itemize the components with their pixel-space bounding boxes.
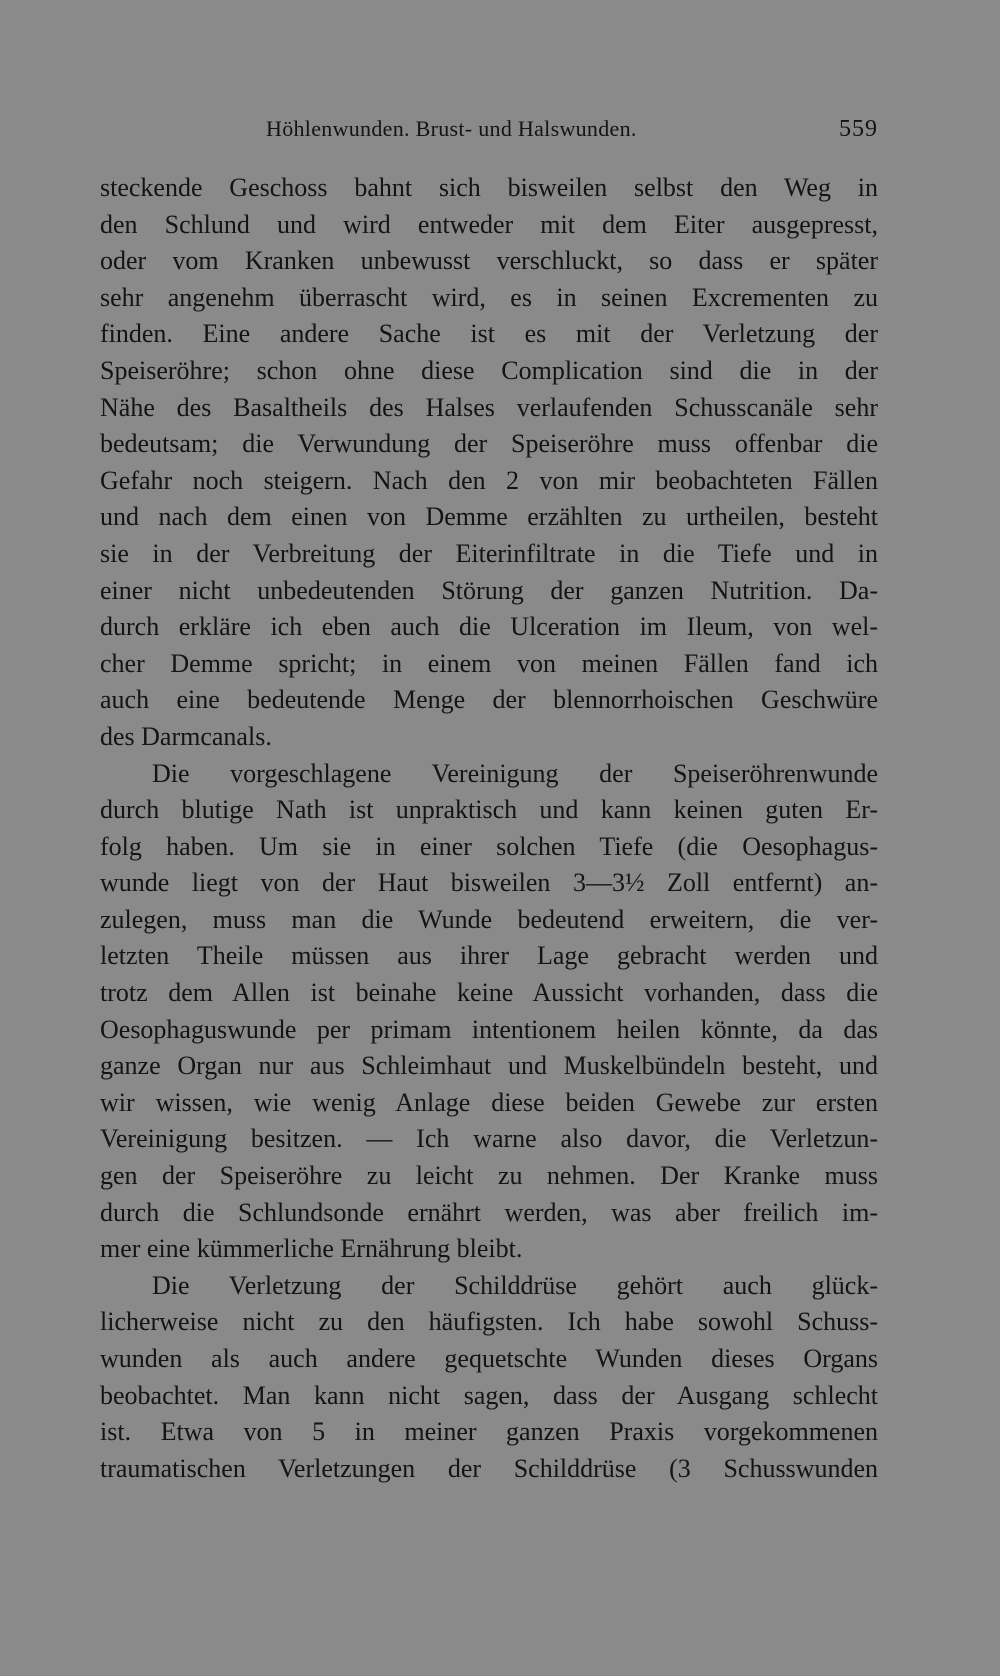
text-line: traumatischen Verletzungen der Schilddrüse (3 Schusswunden bbox=[100, 1453, 878, 1483]
text-line: einer nicht unbedeutenden Störung der ganzen Nutrition. Da- bbox=[100, 575, 878, 605]
text-line: Oesophaguswunde per primam intentionem heilen könnte, da das bbox=[100, 1014, 878, 1044]
text-line: Die vorgeschlagene Vereinigung der Speiseröhrenwunde bbox=[152, 758, 878, 788]
text-line: mer eine kümmerliche Ernährung bleibt. bbox=[100, 1234, 523, 1264]
text-line: sehr angenehm überrascht wird, es in seinen Excrementen zu bbox=[100, 282, 878, 312]
text-line: wir wissen, wie wenig Anlage diese beiden Gewebe zur ersten bbox=[100, 1087, 878, 1117]
text-line: beobachtet. Man kann nicht sagen, dass der Ausgang schlecht bbox=[100, 1380, 878, 1410]
text-line: den Schlund und wird entweder mit dem Eiter ausgepresst, bbox=[100, 209, 878, 239]
text-line: wunde liegt von der Haut bisweilen 3—3½ Zoll entfernt) an- bbox=[100, 868, 878, 898]
text-line: oder vom Kranken unbewusst verschluckt, so dass er später bbox=[100, 246, 878, 276]
text-line: folg haben. Um sie in einer solchen Tiefe (die Oesophagus- bbox=[100, 831, 878, 861]
text-line: durch die Schlundsonde ernährt werden, was aber freilich im- bbox=[100, 1197, 878, 1227]
text-line: gen der Speiseröhre zu leicht zu nehmen. Der Kranke muss bbox=[100, 1161, 878, 1191]
text-line: durch blutige Nath ist unpraktisch und kann keinen guten Er- bbox=[100, 795, 878, 825]
text-line: bedeutsam; die Verwundung der Speiseröhre muss offenbar die bbox=[100, 429, 878, 459]
text-line: trotz dem Allen ist beinahe keine Aussicht vorhanden, dass die bbox=[100, 978, 878, 1008]
text-line: Die Verletzung der Schilddrüse gehört auch glück- bbox=[152, 1270, 878, 1300]
text-line: durch erkläre ich eben auch die Ulceration im Ileum, von wel- bbox=[100, 612, 878, 642]
text-line: Gefahr noch steigern. Nach den 2 von mir beobachteten Fällen bbox=[100, 465, 878, 495]
text-line: finden. Eine andere Sache ist es mit der Verletzung der bbox=[100, 319, 878, 349]
text-line: und nach dem einen von Demme erzählten zu urtheilen, besteht bbox=[100, 502, 878, 532]
body-text bbox=[100, 170, 878, 1487]
text-line: auch eine bedeutende Menge der blennorrhoischen Geschwüre bbox=[100, 685, 878, 715]
text-line: zulegen, muss man die Wunde bedeutend erweitern, die ver- bbox=[100, 904, 878, 934]
page-header bbox=[100, 112, 878, 148]
text-line: des Darmcanals. bbox=[100, 721, 272, 751]
text-line: ganze Organ nur aus Schleimhaut und Muskelbündeln besteht, und bbox=[100, 1051, 878, 1081]
text-line: steckende Geschoss bahnt sich bisweilen selbst den Weg in bbox=[100, 173, 878, 202]
text-line: ist. Etwa von 5 in meiner ganzen Praxis vorgekommenen bbox=[100, 1417, 878, 1447]
text-line: Nähe des Basaltheils des Halses verlaufenden Schusscanäle sehr bbox=[100, 392, 878, 422]
running-head: Höhlenwunden. Brust- und Halswunden. bbox=[266, 116, 637, 141]
text-line: licherweise nicht zu den häufigsten. Ich habe sowohl Schuss- bbox=[100, 1307, 878, 1337]
text-line: Speiseröhre; schon ohne diese Complication sind die in der bbox=[100, 355, 878, 385]
page-number: 559 bbox=[839, 116, 878, 142]
text-line: sie in der Verbreitung der Eiterinfiltrate in die Tiefe und in bbox=[100, 538, 878, 568]
text-line: Vereinigung besitzen. — Ich warne also davor, die Verletzun- bbox=[100, 1124, 878, 1154]
text-line: cher Demme spricht; in einem von meinen Fällen fand ich bbox=[100, 648, 878, 678]
text-line: wunden als auch andere gequetschte Wunden dieses Organs bbox=[100, 1344, 878, 1373]
text-line: letzten Theile müssen aus ihrer Lage gebracht werden und bbox=[100, 941, 878, 971]
